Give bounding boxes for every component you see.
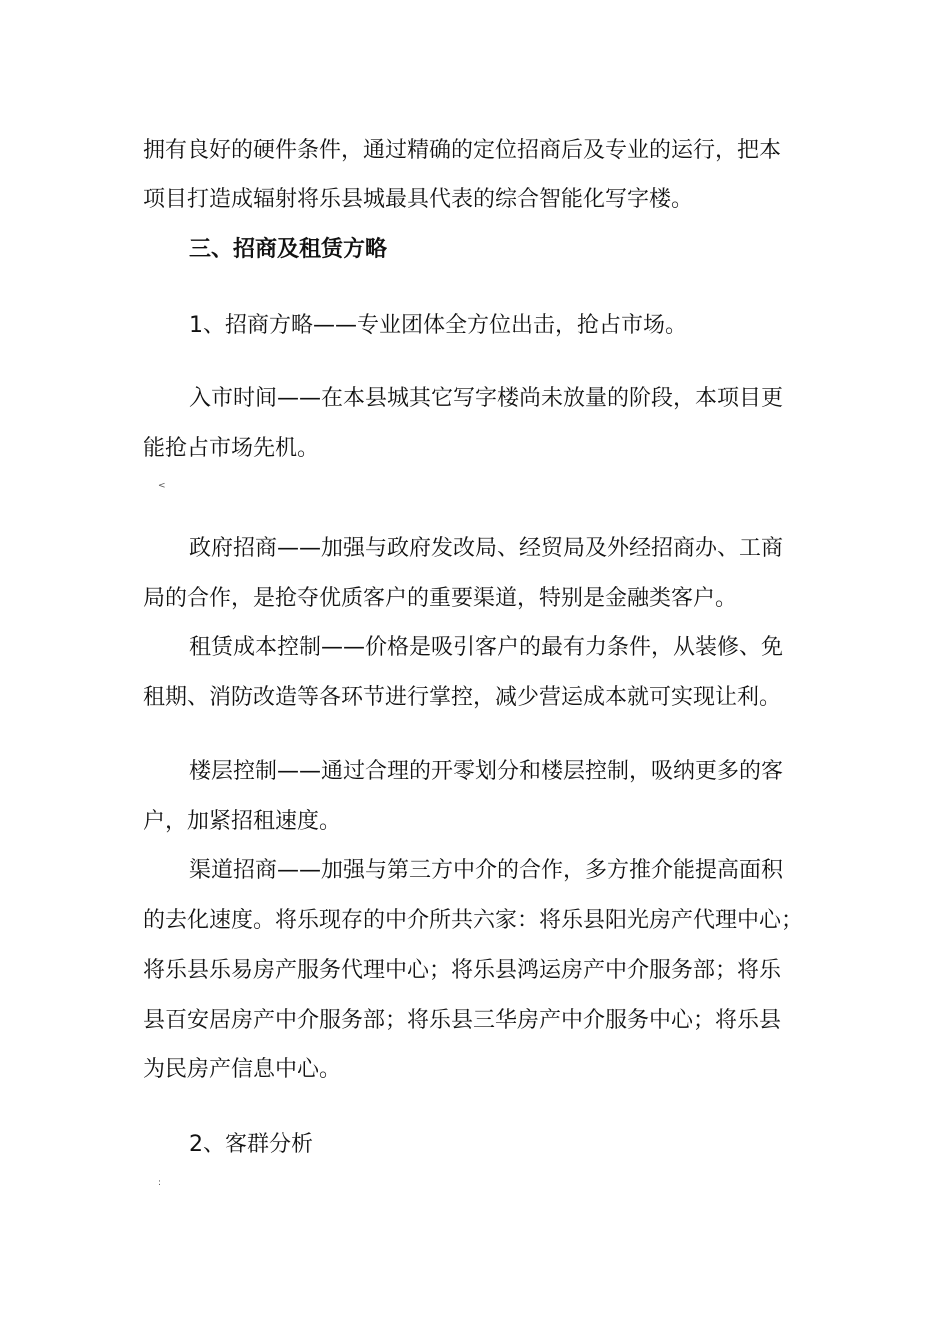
paragraph-line: 能抢占市场先机。 (143, 436, 320, 461)
stray-mark: < (158, 481, 166, 491)
paragraph-line: 入市时间——在本县城其它写字楼尚未放量的阶段，本项目更 (189, 386, 784, 411)
paragraph-line: 租期、消防改造等各环节进行掌控，减少营运成本就可实现让利。 (143, 685, 782, 710)
paragraph-line: 政府招商——加强与政府发改局、经贸局及外经招商办、工商 (189, 536, 784, 561)
stray-mark: : (158, 1178, 162, 1188)
paragraph-line: 拥有良好的硬件条件，通过精确的定位招商后及专业的运行，把本 (143, 138, 782, 163)
subsection-heading: 1、招商方略——专业团体全方位出击，抢占市场。 (189, 313, 687, 338)
paragraph-line: 为民房产信息中心。 (143, 1057, 342, 1082)
paragraph-line: 县百安居房产中介服务部；将乐县三华房产中介服务中心；将乐县 (143, 1008, 782, 1033)
paragraph-line: 渠道招商——加强与第三方中介的合作，多方推介能提高面积 (189, 858, 784, 883)
paragraph-line: 局的合作，是抢夺优质客户的重要渠道，特别是金融类客户。 (143, 586, 738, 611)
section-heading: 三、招商及租赁方略 (189, 237, 388, 262)
paragraph-line: 楼层控制——通过合理的开零划分和楼层控制，吸纳更多的客 (189, 759, 784, 784)
subsection-heading: 2、客群分析 (189, 1132, 313, 1157)
paragraph-line: 户，加紧招租速度。 (143, 809, 342, 834)
paragraph-line: 租赁成本控制——价格是吸引客户的最有力条件，从装修、免 (189, 635, 784, 660)
paragraph-line: 项目打造成辐射将乐县城最具代表的综合智能化写字楼。 (143, 187, 694, 212)
paragraph-line: 的去化速度。将乐现存的中介所共六家：将乐县阳光房产代理中心； (143, 908, 804, 933)
paragraph-line: 将乐县乐易房产服务代理中心；将乐县鸿运房产中介服务部；将乐 (143, 958, 782, 983)
